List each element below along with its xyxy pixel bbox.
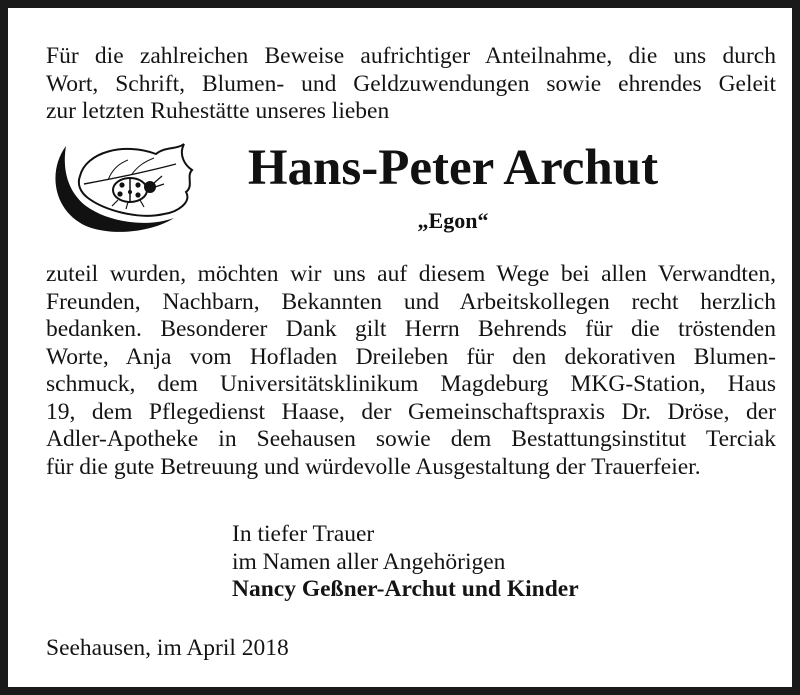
intro-paragraph bbox=[46, 43, 776, 126]
signature-line: im Namen aller Angehörigen bbox=[232, 548, 506, 575]
signature-names: Nancy Geßner-Archut und Kinder bbox=[232, 576, 579, 602]
intro-line: Wort, Schrift, Blumen- und Geldzuwendungen sowie ehrendes Geleit bbox=[46, 70, 776, 97]
deceased-name: Hans-Peter Archut bbox=[247, 140, 659, 196]
body-line: für die gute Betreuung und würdevolle Ausgestaltung der Trauerfeier. bbox=[46, 453, 701, 480]
signature-block bbox=[232, 521, 579, 604]
body-line: zuteil wurden, möchten wir uns auf diesem Wege bei allen Verwandten, bbox=[46, 261, 776, 287]
body-line: Adler-Apotheke in Seehausen sowie dem Bestattungsinstitut Terciak bbox=[46, 426, 776, 452]
body-line: bedanken. Besonderer Dank gilt Herrn Behrends für die tröstenden bbox=[46, 316, 776, 342]
body-line: schmuck, dem Universitätsklinikum Magdeburg MKG-Station, Haus bbox=[46, 371, 776, 397]
intro-line: Für die zahlreichen Beweise aufrichtiger Anteilnahme, die uns durch bbox=[46, 43, 776, 69]
ladybug-on-leaf-icon bbox=[46, 140, 196, 236]
body-line: 19, dem Pflegedienst Haase, der Gemeinschaftspraxis Dr. Dröse, der bbox=[46, 398, 776, 425]
body-line: Worte, Anja vom Hofladen Dreileben für den dekorativen Blumen- bbox=[46, 343, 776, 370]
signature-line: In tiefer Trauer bbox=[232, 521, 375, 547]
body-line: Freunden, Nachbarn, Bekannten und Arbeitskollegen recht herzlich bbox=[46, 288, 776, 315]
place-date: Seehausen, im April 2018 bbox=[46, 635, 289, 661]
body-paragraph bbox=[46, 261, 776, 481]
intro-line: zur letzten Ruhestätte unseres lieben bbox=[46, 98, 390, 124]
deceased-nickname: „Egon“ bbox=[417, 208, 489, 233]
